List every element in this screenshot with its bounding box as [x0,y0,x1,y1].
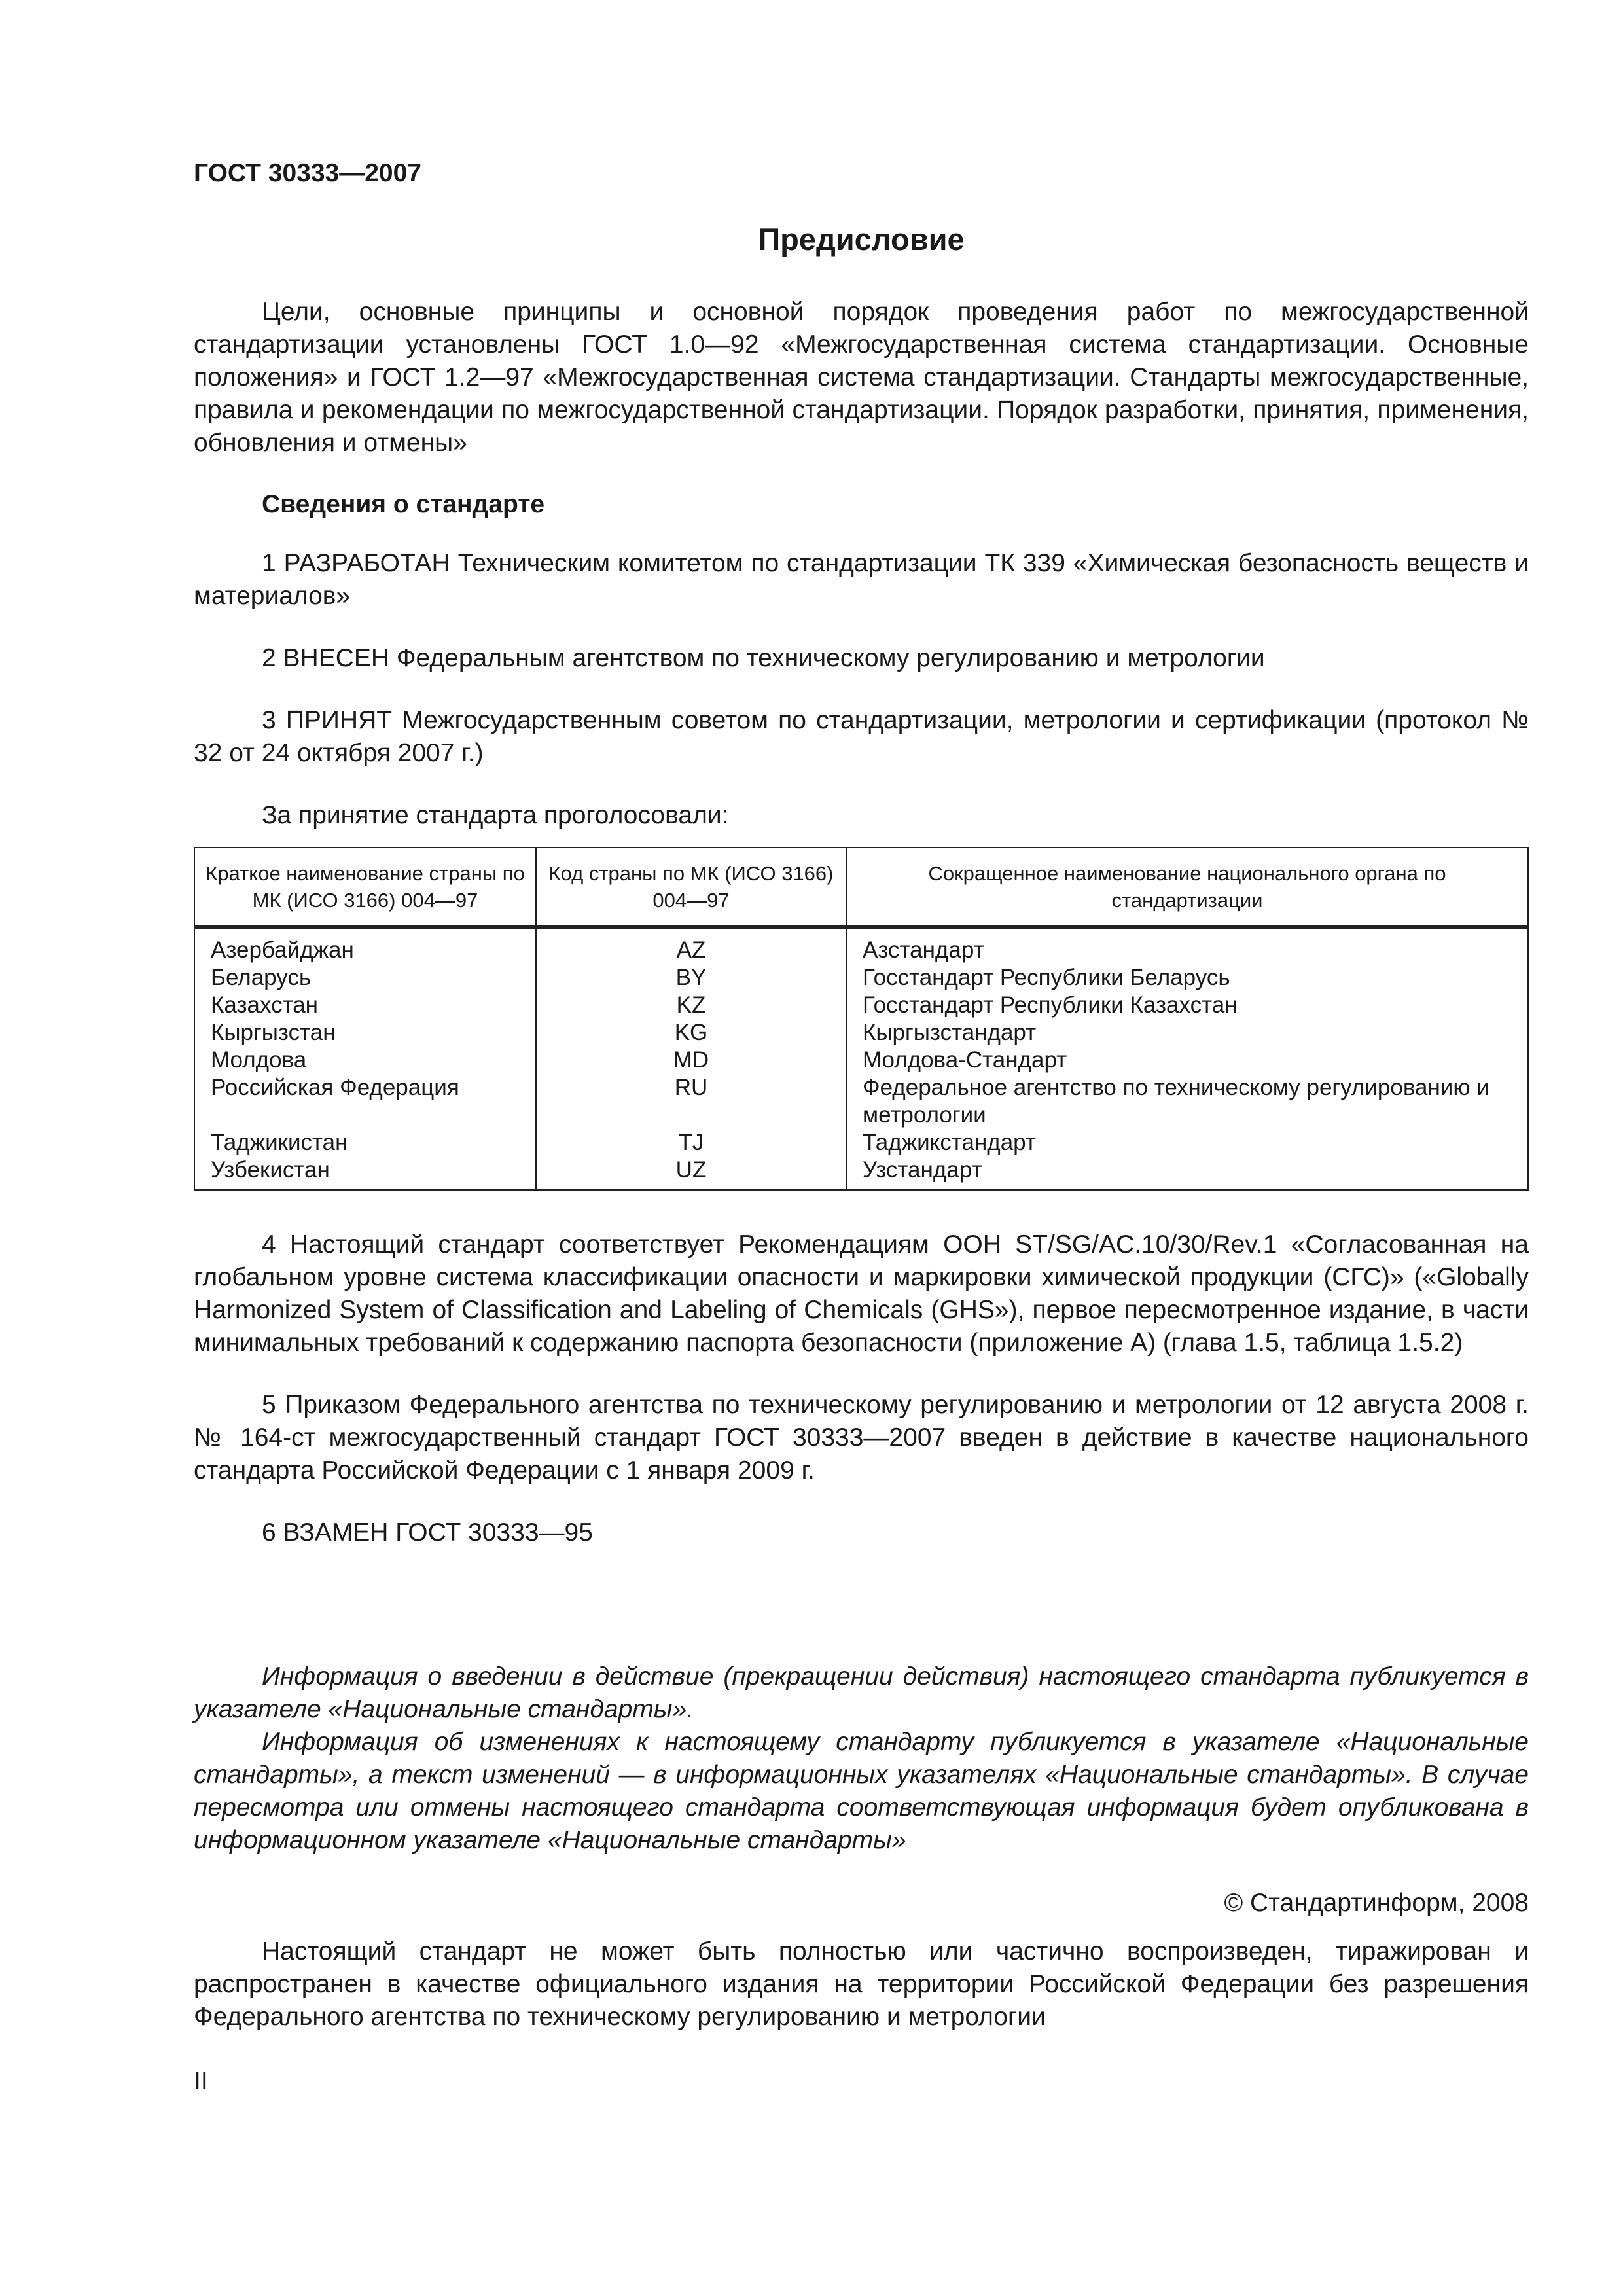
country-name: Беларусь [194,964,536,992]
national-body: Узстандарт [846,1157,1528,1190]
page-number: II [194,2067,208,2095]
country-name: Узбекистан [194,1157,536,1190]
country-code: KZ [536,992,846,1019]
national-body: Госстандарт Республики Беларусь [846,964,1528,992]
vote-intro: За принятие стандарта проголосовали: [262,801,729,829]
table-row [194,927,1528,965]
item-5: 5 Приказом Федерального агентства по техническому регулированию и метрологии от 12 августа 2008 г. № 164-ст межгосударственный стандарт ГОСТ 30333—2007 введен в действие в качестве национального стандарта Российской Федерации с 1 января 2009 г. [194,1391,1529,1484]
country-code: AZ [536,927,846,965]
national-body: Федеральное агентство по техническому регулированию и метрологии [846,1074,1528,1129]
national-body: Кыргызстандарт [846,1019,1528,1047]
item-3: 3 ПРИНЯТ Межгосударственным советом по стандартизации, метрологии и сертификации (протокол № 32 от 24 октября 2007 г.) [194,706,1529,767]
country-name: Азербайджан [194,927,536,965]
country-name: Кыргызстан [194,1019,536,1047]
item-6: 6 ВЗАМЕН ГОСТ 30333—95 [262,1518,593,1547]
header-country-name: Краткое наименование страны по МК (ИСО 3166) 004—97 [194,848,536,927]
country-code: TJ [536,1129,846,1157]
item-4: 4 Настоящий стандарт соответствует Рекомендациям ООН ST/SG/AC.10/30/Rev.1 «Согласованная на глобальном уровне система классификации опасности и маркировки химической продукции (СГС)» («Globally Harmonized System of Classification and Labeling of Chemicals (GHS»), первое пересмотренное издание, в части минимальных требований к содержанию паспорта безопасности (приложение А) (глава 1.5, таблица 1.5.2) [194,1230,1529,1357]
table-row [194,1019,1528,1047]
page-title: Предисловие [758,222,965,257]
national-body: Госстандарт Республики Казахстан [846,992,1528,1019]
country-code: BY [536,964,846,992]
item-1: 1 РАЗРАБОТАН Техническим комитетом по стандартизации ТК 339 «Химическая безопасность веществ и материалов» [194,549,1529,610]
info-paragraph-1: Информация о введении в действие (прекращении действия) настоящего стандарта публикуется в указателе «Национальные стандарты». [194,1662,1529,1723]
copyright-line: © Стандартинформ, 2008 [1224,1889,1529,1917]
table-header-row [194,848,1528,927]
table-row [194,992,1528,1019]
country-code: UZ [536,1157,846,1190]
country-code: RU [536,1074,846,1129]
country-name: Казахстан [194,992,536,1019]
header-country-code: Код страны по МК (ИСО 3166) 004—97 [536,848,846,927]
national-body: Молдова-Стандарт [846,1047,1528,1074]
country-code: KG [536,1019,846,1047]
country-code: MD [536,1047,846,1074]
document-code: ГОСТ 30333—2007 [194,159,421,187]
header-national-body: Сокращенное наименование национального органа по стандартизации [846,848,1528,927]
table-row [194,1074,1528,1129]
section-heading: Сведения о стандарте [262,490,545,518]
table-row [194,964,1528,992]
info-paragraph-2: Информация об изменениях к настоящему стандарту публикуется в указателе «Национальные стандарты», а текст изменений — в информационных указателях «Национальные стандарты». В случае пересмотра или отмены настоящего стандарта соответствующая информация будет опубликована в информационном указателе «Национальные стандарты» [194,1728,1529,1854]
national-body: Азстандарт [846,927,1528,965]
document-page [194,157,1529,2098]
country-name: Молдова [194,1047,536,1074]
item-2: 2 ВНЕСЕН Федеральным агентством по техническому регулированию и метрологии [262,644,1265,672]
country-name: Таджикистан [194,1129,536,1157]
intro-paragraph: Цели, основные принципы и основной порядок проведения работ по межгосударственной стандартизации установлены ГОСТ 1.0—92 «Межгосударственная система стандартизации. Основные положения» и ГОСТ 1.2—97 «Межгосударственная система стандартизации. Стандарты межгосударственные, правила и рекомендации по межгосударственной стандартизации. Порядок разработки, принятия, применения, обновления и отмены» [194,298,1529,457]
table-row [194,1157,1528,1190]
reproduction-notice: Настоящий стандарт не может быть полностью или частично воспроизведен, тиражирован и распространен в качестве официального издания на территории Российской Федерации без разрешения Федерального агентства по техническому регулированию и метрологии [194,1937,1529,2031]
voting-table [194,847,1529,1191]
country-name: Российская Федерация [194,1074,536,1129]
info-block [194,1660,1529,1857]
national-body: Таджикстандарт [846,1129,1528,1157]
table-row [194,1047,1528,1074]
table-row [194,1129,1528,1157]
